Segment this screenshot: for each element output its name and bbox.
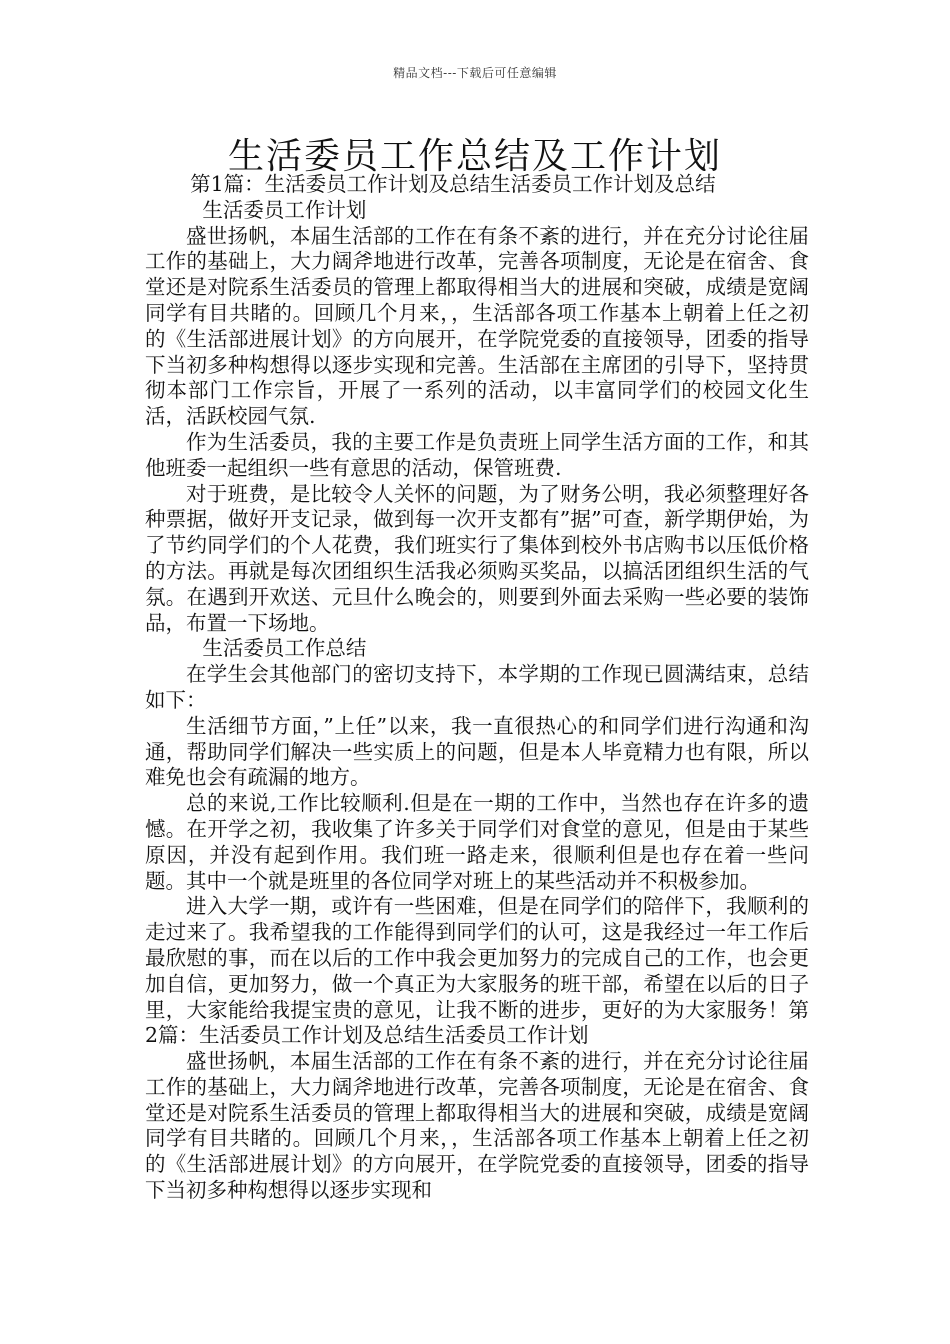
paragraph: 进入大学一期，或许有一些困难，但是在同学们的陪伴下，我顺利的走过来了。我希望我的工作能得到同学们的认可，这是我经过一年工作后最欣慰的事，而在以后的工作中我会更加努力的完成自己的工作，也会更加自信，更加努力，做一个真正为大家服务的班干部，希望在以后的日子里，大家能给我提宝贵的意见，让我不断的进步，更好的为大家服务！第2篇：生活委员工作计划及总结生活委员工作计划 [145, 894, 809, 1048]
paragraph: 在学生会其他部门的密切支持下，本学期的工作现已圆满结束，总结如下： [145, 662, 809, 712]
paragraph: 对于班费，是比较令人关怀的问题，为了财务公明，我必须整理好各种票据，做好开支记录，做到每一次开支都有”据”可查，新学期伊始，为了节约同学们的个人花费，我们班实行了集体到校外书店购书以压低价格的方法。再就是每次团组织生活我必须购买奖品，以搞活团组织生活的气氛。在遇到开欢送、元旦什么晚会的，则要到外面去采购一些必要的装饰品，布置一下场地。 [145, 481, 809, 635]
document-title: 生活委员工作总结及工作计划 [227, 136, 722, 177]
paragraph: 盛世扬帆，本届生活部的工作在有条不紊的进行，并在充分讨论往届工作的基础上，大力阔斧地进行改革，完善各项制度，无论是在宿舍、食堂还是对院系生活委员的管理上都取得相当大的进展和突破，成绩是宽阔同学有目共睹的。回顾几个月来，，生活部各项工作基本上朝着上任之初的《生活部进展计划》的方向展开，在学院党委的直接领导，团委的指导下当初多种构想得以逐步实现和 [145, 1049, 809, 1203]
section-heading-plan: 生活委员工作计划 [202, 197, 367, 222]
paragraph: 生活细节方面，”上任”以来，我一直很热心的和同学们进行沟通和沟通，帮助同学们解决一些实质上的问题，但是本人毕竟精力也有限，所以难免也会有疏漏的地方。 [145, 713, 809, 790]
paragraph: 总的来说,工作比较顺利.但是在一期的工作中，当然也存在许多的遗憾。在开学之初，我收集了许多关于同学们对食堂的意见，但是由于某些原因，并没有起到作用。我们班一路走来，很顺利但是也存在着一些问题。其中一个就是班里的各位同学对班上的某些活动并不积极参加。 [145, 791, 809, 893]
section-heading-summary: 生活委员工作总结 [202, 636, 367, 661]
paragraph: 作为生活委员，我的主要工作是负责班上同学生活方面的工作，和其他班委一起组织一些有意思的活动，保管班费. [145, 429, 809, 480]
header-note: 精品文档---下载后可任意编辑 [393, 66, 557, 80]
section-subtitle: 第1篇：生活委员工作计划及总结生活委员工作计划及总结 [190, 172, 716, 196]
paragraph: 盛世扬帆，本届生活部的工作在有条不紊的进行，并在充分讨论往届工作的基础上，大力阔斧地进行改革，完善各项制度，无论是在宿舍、食堂还是对院系生活委员的管理上都取得相当大的进展和突破，成绩是宽阔同学有目共睹的。回顾几个月来，，生活部各项工作基本上朝着上任之初的《生活部进展计划》的方向展开，在学院党委的直接领导，团委的指导下当初多种构想得以逐步实现和完善。生活部在主席团的引导下，坚持贯彻本部门工作宗旨，开展了一系列的活动，以丰富同学们的校园文化生活，活跃校园气氛. [145, 223, 809, 429]
document-body [145, 172, 809, 1204]
